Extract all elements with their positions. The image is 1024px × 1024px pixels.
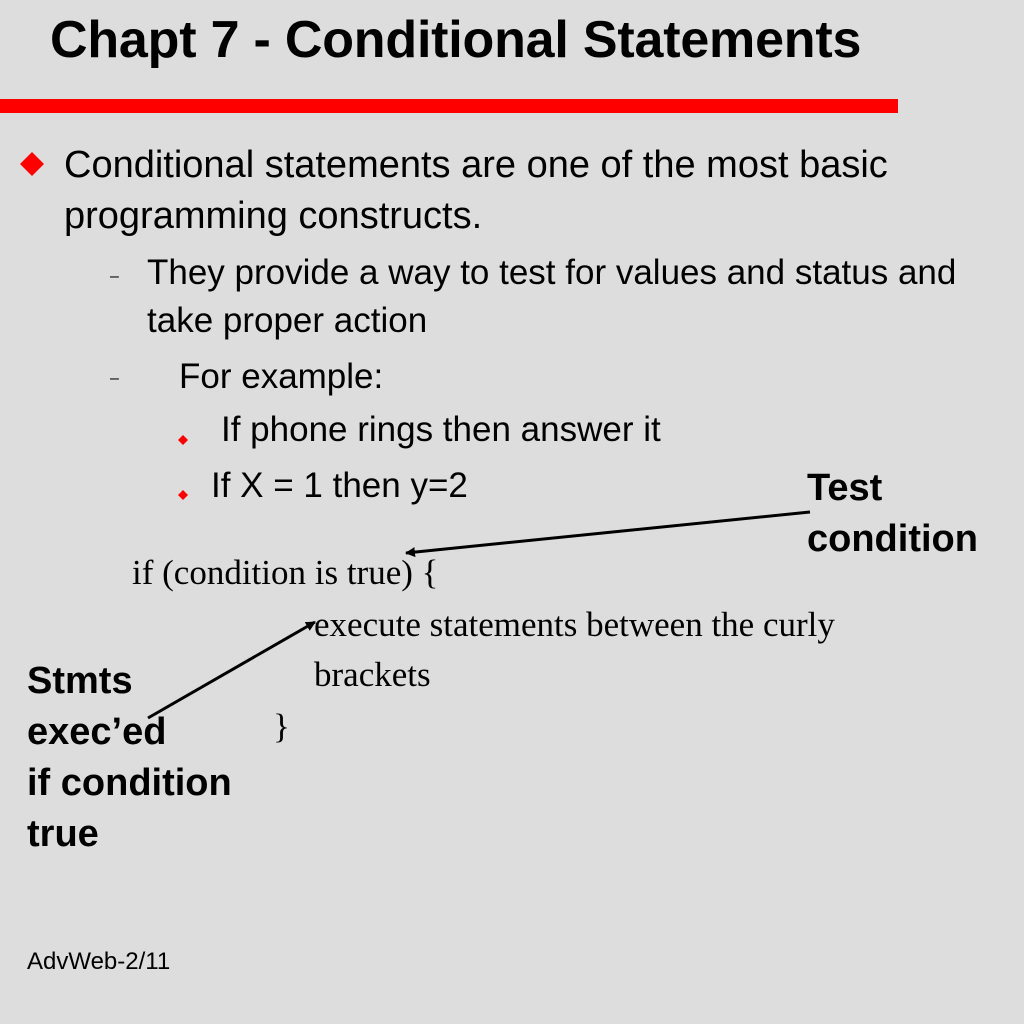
- stmts-arrow: [148, 622, 315, 718]
- example-item: If phone rings then answer it: [221, 410, 661, 449]
- dash-marker: –: [110, 268, 119, 285]
- code-line: }: [273, 707, 290, 746]
- code-line: brackets: [314, 655, 431, 694]
- test-condition-arrow: [406, 512, 810, 553]
- slide-title: Chapt 7 - Conditional Statements: [50, 11, 862, 69]
- test-condition-label: Test condition: [807, 467, 978, 560]
- sub-bullet-text: They provide a way to test for values and status and take proper action: [147, 253, 957, 340]
- code-line: if (condition is true) {: [132, 553, 439, 592]
- stmts-label: Stmts exec’ed if condition true: [27, 660, 232, 855]
- dash-marker: –: [110, 370, 119, 387]
- sub-bullet-text: For example:: [179, 357, 384, 396]
- slide-footer: AdvWeb-2/11: [27, 948, 171, 975]
- bullet-text: Conditional statements are one of the most basic programming constructs.: [64, 144, 888, 237]
- example-item: If X = 1 then y=2: [211, 466, 468, 505]
- code-line: execute statements between the curly: [314, 605, 835, 644]
